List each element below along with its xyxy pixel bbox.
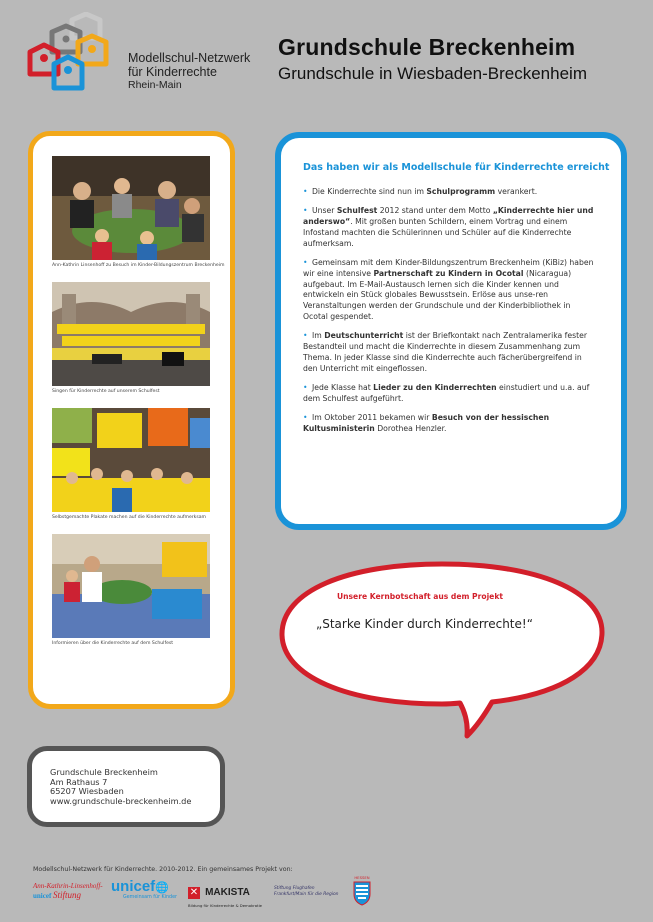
makista-x-icon: ✕ (189, 886, 199, 898)
linsenhoff-logo: Ann-Kathrin-Linsenhoff- unicef Stiftung (33, 882, 103, 900)
hessen-logo: HESSEN (350, 875, 374, 910)
list-item: • Gemeinsam mit dem Kinder-Bildungszentrum Breckenheim (KiBiz) haben wir eine intensive Partnerschaft zu Kindern in Ocotal (Nicaragua) aufgebaut. Im E-Mail-Austausch lernen sich die Kinder kennen und entwickeln ein Stück globales Bewusstsein. Erlöse aus unse-ren Veranstaltungen werden der Grundschule und der Kinderbibliothek in Ocotal gespendet. (303, 257, 594, 321)
website-link[interactable]: www.grundschule-breckenheim.de (50, 795, 192, 806)
globe-icon: 🌐 (155, 882, 169, 894)
achievements-panel (275, 132, 627, 530)
photo-panel (28, 131, 235, 709)
bullet-icon: • (303, 206, 308, 216)
page-subtitle: Grundschule in Wiesbaden-Breckenheim (278, 64, 587, 83)
address-line-2: Am Rathaus 7 (50, 776, 108, 787)
photo-caption-4: Informieren über die Kinderrechte auf dem Schulfest (52, 641, 174, 646)
speech-bubble (262, 556, 622, 742)
bullet-icon: • (303, 187, 308, 196)
list-item: • Im Deutschunterricht ist der Briefkontakt nach Zentralamerika fester Bestandteil und macht die Kinderrechte in diesem Zusammenhang zum Thema. In jeder Klasse sind die Kinderrechte auch fächerübergreifend in den Unterricht mit eingeflossen. (303, 331, 588, 373)
bullet-icon: • (303, 331, 308, 341)
network-logo (22, 12, 262, 112)
message-title: Unsere Kernbotschaft aus dem Projekt (336, 592, 504, 601)
logo-line-2: für Kinderrechte (128, 64, 217, 79)
info-stand-photo (52, 534, 210, 638)
list-item: • Unser Schulfest 2012 stand unter dem Motto „Kinderrechte hier und anderswo“. Mit großen bunten Schildern, einem Vortrag und einem Infostand machten die Schülerinnen und Schüler auf die Kinderrechte aufmerksam. (303, 206, 594, 248)
children-posters-photo (52, 408, 210, 512)
flughafen-stiftung-logo: Stiftung Flughafen Frankfurt/Main für die Region (274, 886, 339, 897)
choir-performance-photo (52, 282, 210, 386)
footer-text: Modellschul-Netzwerk für Kinderrechte. 2010-2012. Ein gemeinsames Projekt von: (33, 866, 293, 873)
page-title: Grundschule Breckenheim (278, 34, 576, 60)
address-line-3: 65207 Wiesbaden (50, 786, 124, 796)
logo-text (128, 52, 250, 93)
photo-caption-2: Singen für Kinderrechte auf unserem Schulfest (52, 389, 160, 394)
message-quote: „Starke Kinder durch Kinderrechte!“ (316, 617, 533, 631)
logo-line-1: Modellschul-Netzwerk (128, 51, 251, 65)
makista-logo: ✕ MAKISTA Bildung für Kinderrechte & Demokratie (188, 886, 263, 908)
photo-caption-3: Selbstgemachte Plakate machen auf die Kinderrechte aufmerksam (52, 515, 207, 520)
address-line-1: Grundschule Breckenheim (50, 767, 158, 777)
list-item: • Im Oktober 2011 bekamen wir Besuch von der hessischen Kultusministerin Dorothea Henzler. (303, 413, 550, 433)
list-item: • Die Kinderrechte sind nun im Schulprogramm verankert. (303, 187, 538, 196)
unicef-logo: unicef🌐 Gemeinsam für Kinder (111, 878, 178, 900)
bullet-icon: • (303, 257, 308, 267)
bullet-icon: • (303, 382, 308, 392)
achievements-heading: Das haben wir als Modellschule für Kinderrechte erreicht (303, 162, 610, 173)
children-houses-icon (22, 12, 112, 107)
photo-caption-1: Ann-Kathrin Linsenhoff zu Besuch im Kinder-Bildungszentrum Breckenheim (52, 263, 225, 268)
list-item: • Jede Klasse hat Lieder zu den Kinderrechten einstudiert und u.a. auf dem Schulfest aufgeführt. (303, 382, 590, 403)
address-box (27, 746, 225, 827)
bullet-icon: • (303, 413, 308, 423)
group-discussion-photo (52, 156, 210, 260)
hessen-lion-icon (350, 880, 374, 906)
achievements-list (303, 187, 595, 443)
logo-line-3: Rhein-Main (128, 79, 182, 91)
